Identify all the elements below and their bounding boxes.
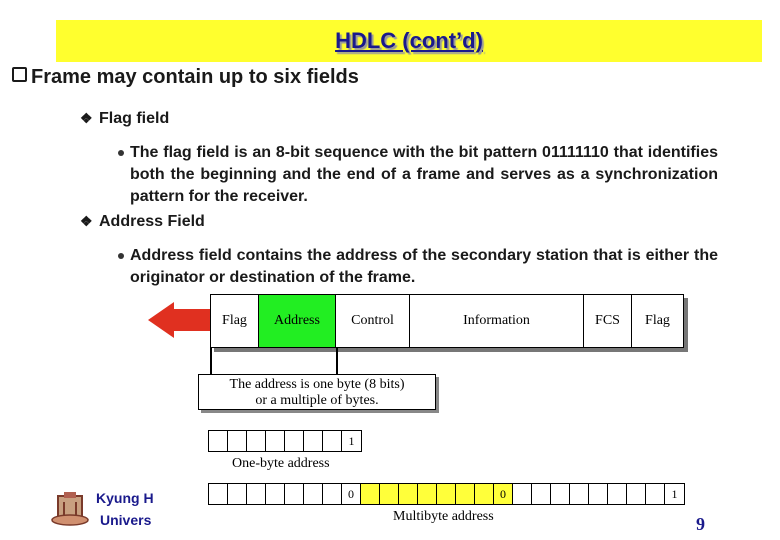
university-line-1: Kyung H [96,490,154,506]
callout-line-left [210,347,212,377]
one-byte-caption: One-byte address [232,456,330,471]
bit-cell [304,484,323,504]
frame-field-fcs: FCS [584,295,632,347]
callout-line-right [336,347,338,377]
section-heading-flag [80,110,169,128]
frame-field-information: Information [410,295,584,347]
bit-cell [570,484,589,504]
bit-cell [646,484,665,504]
bit-cell [228,484,247,504]
section-heading-address [80,213,205,231]
main-bullet-text: Frame may contain up to six fields [31,66,359,88]
bit-cell [513,484,532,504]
frame-field-address: Address [259,295,336,347]
frame-field-control: Control [336,295,410,347]
bit-cell [361,484,380,504]
bit-cell: 0 [494,484,513,504]
main-bullet [12,66,359,89]
bit-cell [380,484,399,504]
bit-cell [323,431,342,451]
diamond-bullet-icon: ❖ [80,213,93,229]
bit-cell [266,484,285,504]
callout-line-2: or a multiple of bytes. [255,393,379,408]
flag-paragraph: The flag field is an 8-bit sequence with the bit pattern 01111110 that identifies both the beginning and the end of a frame and serves as a synchronization pattern for the receiver. [130,144,718,205]
address-callout [198,374,436,410]
callout-line-1: The address is one byte (8 bits) [229,377,405,392]
university-name [96,487,154,531]
bit-cell [209,484,228,504]
bit-cell [589,484,608,504]
round-bullet-icon [118,253,124,259]
bit-cell [608,484,627,504]
bit-cell [285,484,304,504]
university-logo-icon [50,490,90,526]
bit-cell: 0 [342,484,361,504]
bit-cell [323,484,342,504]
bit-cell [247,431,266,451]
frame-field-flag: Flag [211,295,259,347]
arrow-shaft [172,309,212,331]
bit-cell [437,484,456,504]
bit-cell [209,431,228,451]
bit-cell [551,484,570,504]
bit-cell [228,431,247,451]
bit-cell [456,484,475,504]
bit-cell [475,484,494,504]
title-bar [56,20,762,62]
section-heading-text: Flag field [99,110,170,127]
round-bullet-icon [118,150,124,156]
multibyte-caption: Multibyte address [393,509,494,524]
address-paragraph: Address field contains the address of the secondary station that is either the originator or destination of the frame. [130,247,718,286]
section-heading-text: Address Field [99,213,205,230]
bit-cell [304,431,323,451]
one-byte-address-row [208,430,362,452]
bit-cell [532,484,551,504]
bit-cell: 1 [348,434,355,448]
bit-cell [418,484,437,504]
hdlc-frame-diagram [210,294,684,348]
bit-cell: 1 [671,487,678,501]
left-arrow-icon [148,302,174,338]
slide-title: HDLC (cont’d) [335,28,483,53]
bit-cell [247,484,266,504]
diamond-bullet-icon: ❖ [80,110,93,126]
bit-cell [266,431,285,451]
multibyte-address-row [208,483,685,505]
square-bullet-icon [12,67,27,82]
page-number: 9 [696,514,705,534]
frame-field-flag-end: Flag [645,313,670,328]
bit-cell [285,431,304,451]
university-line-2: Univers [100,512,152,528]
bit-cell [399,484,418,504]
bit-cell [627,484,646,504]
